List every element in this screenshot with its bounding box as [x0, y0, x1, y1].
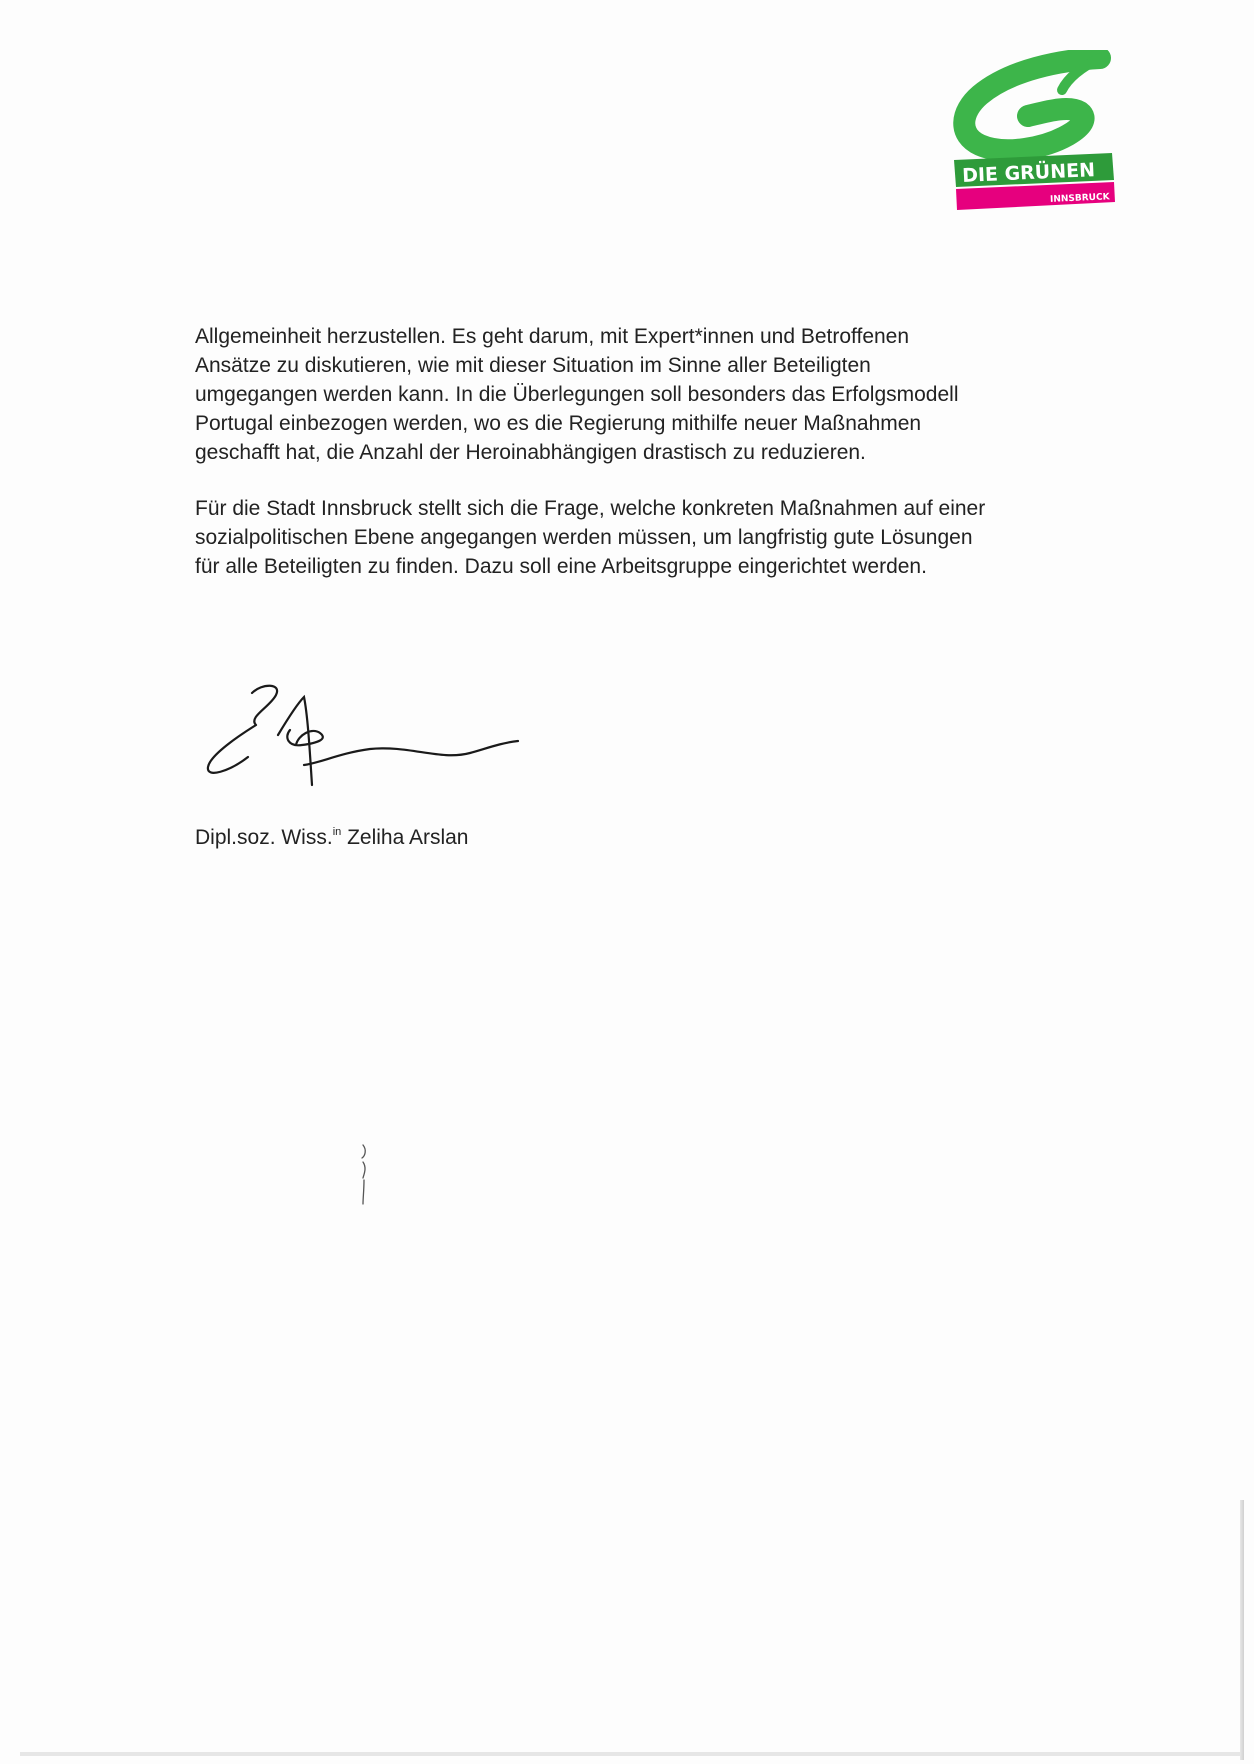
party-logo [950, 50, 1120, 225]
signer-full-name: Zeliha Arslan [347, 826, 469, 849]
paragraph-line: für alle Beteiligten zu finden. Dazu soll eine Arbeitsgruppe eingerichtet werden. [195, 555, 927, 578]
handwritten-signature [200, 675, 540, 795]
scan-edge [1240, 1500, 1244, 1760]
paragraph-1 [195, 322, 1145, 467]
signer-title: Dipl.soz. Wiss. [195, 826, 333, 849]
paragraph-line: sozialpolitischen Ebene angegangen werden müssen, um langfristig gute Lösungen [195, 526, 973, 549]
paragraph-line: umgegangen werden kann. In die Überlegungen soll besonders das Erfolgsmodell [195, 383, 959, 406]
paragraph-line: geschafft hat, die Anzahl der Heroinabhängigen drastisch zu reduzieren. [195, 441, 866, 464]
signer-name [195, 818, 469, 852]
scan-artifact-mark [355, 1140, 375, 1210]
paragraph-2 [195, 494, 1145, 581]
logo-title: DIE GRÜNEN [961, 159, 1096, 187]
paragraph-line: Portugal einbezogen werden, wo es die Regierung mithilfe neuer Maßnahmen [195, 412, 922, 435]
paragraph-line: Für die Stadt Innsbruck stellt sich die Frage, welche konkreten Maßnahmen auf einer [195, 497, 986, 520]
paragraph-line: Allgemeinheit herzustellen. Es geht darum, mit Expert*innen und Betroffenen [195, 325, 910, 348]
logo-city: INNSBRUCK [1049, 192, 1110, 205]
scan-edge [20, 1752, 1240, 1756]
paragraph-line: Ansätze zu diskutieren, wie mit dieser Situation im Sinne aller Beteiligten [195, 354, 871, 377]
signer-title-suffix: in [332, 826, 342, 838]
